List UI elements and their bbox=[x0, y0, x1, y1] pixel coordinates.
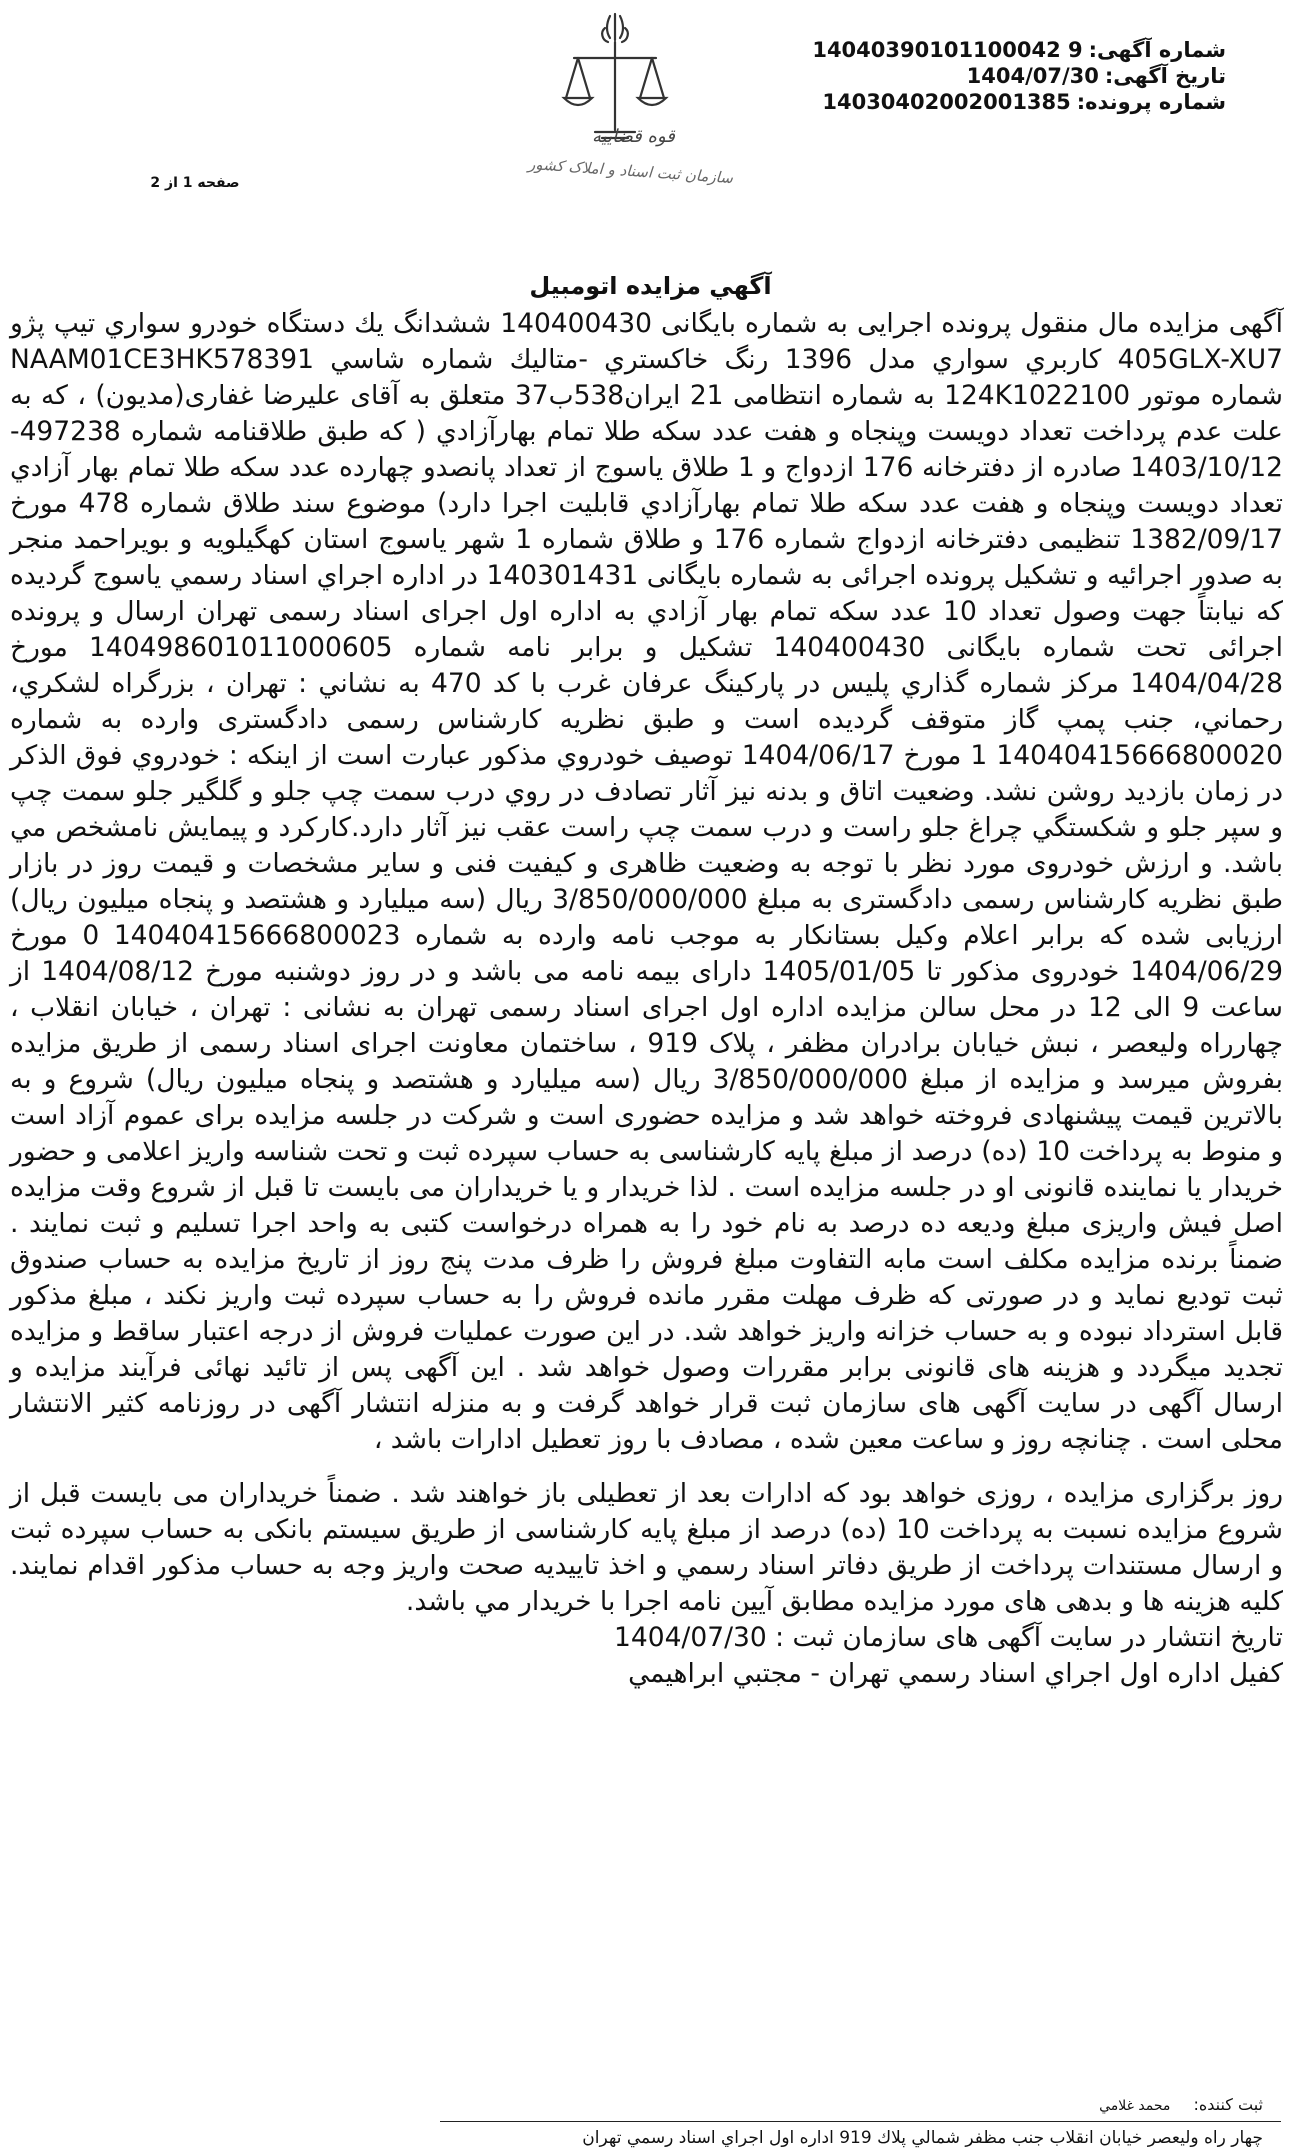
signature-line: کفیل اداره اول اجراي اسناد رسمي تهران - مجتبي ابراهيمي bbox=[628, 1658, 1283, 1689]
footer-divider bbox=[440, 2121, 1281, 2122]
page-title: آگهي مزايده اتومبيل bbox=[529, 272, 772, 300]
notice-number-label: شماره آگهی: bbox=[1088, 38, 1226, 62]
notice-paragraph-main: آگهی مزایده مال منقول پرونده اجرایی به شماره بایگانی 140400430 ششدانگ یك دستگاه خودرو سواري تيپ پژو 405GLX-XU7 كاربري سواري مدل 1396 رنگ خاكستري -متاليك شماره شاسي NAAM01CE3HK578391 شماره موتور 124K1022100 به شماره انتظامی 21 ایران538ب37 متعلق به آقای علیرضا غفاری(مدیون) ، که به علت عدم پرداخت تعداد دویست وپنجاه و هفت عدد سكه طلا تمام بهارآزادي ( كه طبق طلاقنامه شماره 497238-1403/10/12 صادره از دفترخانه 176 ازدواج و 1 طلاق یاسوج از تعداد پانصدو چهارده عدد سكه طلا تمام بهار آزادي تعداد دويست وپنجاه و هفت عدد سكه طلا تمام بهارآزادي قابليت اجرا دارد) موضوع سند طلاق شماره 478 مورخ 1382/09/17 تنظیمی دفترخانه ازدواج شماره 176 و طلاق شماره 1 شهر یاسوج استان كهگيلويه و بويراحمد منجر به صدور اجرائیه و تشکیل پرونده اجرائی به شماره بایگانی 140301431 در اداره اجراي اسناد رسمي ياسوج گرديده كه نيابتاً جهت وصول تعداد 10 عدد سكه تمام بهار آزادي به اداره اول اجرای اسناد رسمی تهران ارسال و پرونده اجرائی تحت شماره بایگانی 140400430 تشکیل و برابر نامه شماره 140498601011000605 مورخ 1404/04/28 مرکز شماره گذاري پليس در پاركينگ عرفان غرب با كد 470 به نشاني : تهران ، بزرگراه لشكري، رحماني، جنب پمپ گاز متوقف گرديده است و طبق نظريه كارشناس رسمی دادگستری وارده به شماره 14040415666800020 1 مورخ 1404/06/17 توصیف خودروي مذكور عبارت است از اینکه : خودروي فوق الذكر در زمان بازديد روشن نشد. وضعيت اتاق و بدنه نیز آثار تصادف در روي درب سمت چپ جلو و گلگیر جلو سمت چپ و سپر جلو و شکستگي چراغ جلو راست و درب سمت چپ راست عقب نيز آثار دارد.کارکرد و پيمايش نامشخص مي باشد. و ارزش خودروی مورد نظر با توجه به وضعیت ظاهری و کیفیت فنی و سایر مشخصات و قیمت روز در بازار طبق نظریه کارشناس رسمی دادگستری به مبلغ 3/850/000/000 ریال (سه میلیارد و هشتصد و پنجاه میلیون ریال) ارزیابی شده که برابر اعلام وکیل بستانکار به موجب نامه وارده به شماره 14040415666800023 0 مورخ 1404/06/29 خودروی مذکور تا 1405/01/05 دارای بیمه نامه می باشد و در روز دوشنبه مورخ 1404/08/12 از ساعت 9 الی 12 در محل سالن مزایده اداره اول اجرای اسناد رسمی تهران به نشانی : تهران ، خیابان انقلاب ، چهارراه ولیعصر ، نبش خیابان برادران مظفر ، پلاک 919 ، ساختمان معاونت اجرای اسناد رسمی از طریق مزایده بفروش میرسد و مزایده از مبلغ 3/850/000/000 ریال (سه میلیارد و هشتصد و پنجاه میلیون ریال) شروع و به بالاترین قیمت پیشنهادی فروخته خواهد شد و مزایده حضوری است و شرکت در جلسه مزایده برای عموم آزاد است و منوط به پرداخت 10 (ده) درصد از مبلغ پایه کارشناسی به حساب سپرده ثبت و تحت شناسه واریز اعلامی و حضور خریدار یا نماینده قانونی او در جلسه مزایده است . لذا خریدار و یا خریداران می بایست تا قبل از شروع وقت مزایده اصل فیش واریزی مبلغ ودیعه ده درصد به نام خود را به همراه درخواست کتبی به واحد اجرا تسلیم و ثبت نمایند . ضمناً برنده مزایده مکلف است مابه التفاوت مبلغ فروش را ظرف مدت پنج روز از تاریخ مزایده به حساب صندوق ثبت تودیع نماید و در صورتی که ظرف مهلت مقرر مانده فروش را به حساب سپرده ثبت واریز نکند ، مبلغ مذکور قابل استرداد نبوده و به حساب خزانه واریز خواهد شد. در این صورت عملیات فروش از درجه اعتبار ساقط و مزایده تجدید میگردد و هزینه های قانونی برابر مقررات وصول خواهد شد . این آگهی پس از تائید نهائی فرآیند مزایده و ارسال آگهی در سایت آگهی های سازمان ثبت قرار خواهد گرفت و به منزله انتشار آگهی در روزنامه کثیر الانتشار محلی است . چنانچه روز و ساعت معین شده ، مصادف با روز تعطیل ادارات باشد ، bbox=[10, 308, 1284, 1455]
judiciary-label: قوه قضاییه bbox=[592, 126, 675, 147]
notice-number-row bbox=[706, 38, 1226, 62]
judiciary-scales-emblem-icon bbox=[560, 10, 670, 220]
notice-date-label: تاریخ آگهی: bbox=[1104, 64, 1226, 88]
registration-org-label: سازمان ثبت اسناد و املاک کشور bbox=[527, 154, 734, 188]
publish-date-line: تاریخ انتشار در سایت آگهی های سازمان ثبت : 1404/07/30 bbox=[613, 1622, 1283, 1653]
registrar-line bbox=[1099, 2095, 1263, 2114]
case-number: 14030402002001385 bbox=[822, 90, 1071, 114]
notice-number: 14040390101100042 9 bbox=[812, 38, 1083, 62]
case-number-row bbox=[706, 90, 1226, 114]
notice-body bbox=[10, 306, 1283, 1692]
notice-date: 1404/07/30 bbox=[966, 64, 1099, 88]
registrar-name: محمد غلامي bbox=[1099, 2098, 1171, 2114]
notice-paragraph-terms: روز برگزاری مزایده ، روزی خواهد بود که ادارات بعد از تعطیلی باز خواهند شد . ضمناً خریداران می بایست قبل از شروع مزایده نسبت به پرداخت 10 (ده) درصد از مبلغ پایه کارشناسی از طریق سیستم بانکی به حساب سپرده ثبت و ارسال مستندات پرداخت از طریق دفاتر اسناد رسمي و اخذ تاييديه صحت واريز وجه به حساب مذكور اقدام نمايند. كليه هزينه ها و بدهی های مورد مزایده مطابق آيين نامه اجرا با خريدار مي باشد. bbox=[10, 1478, 1283, 1617]
office-address: چهار راه وليعصر خيابان انقلاب جنب مظفر شمالي پلاك 919 اداره اول اجراي اسناد رسمي تهران bbox=[582, 2128, 1263, 2148]
case-number-label: شماره پرونده: bbox=[1076, 90, 1226, 114]
notice-date-row bbox=[706, 64, 1226, 88]
registrar-label: ثبت کننده: bbox=[1193, 2095, 1263, 2114]
page-indicator: صفحه 1 از 2 bbox=[150, 175, 240, 191]
